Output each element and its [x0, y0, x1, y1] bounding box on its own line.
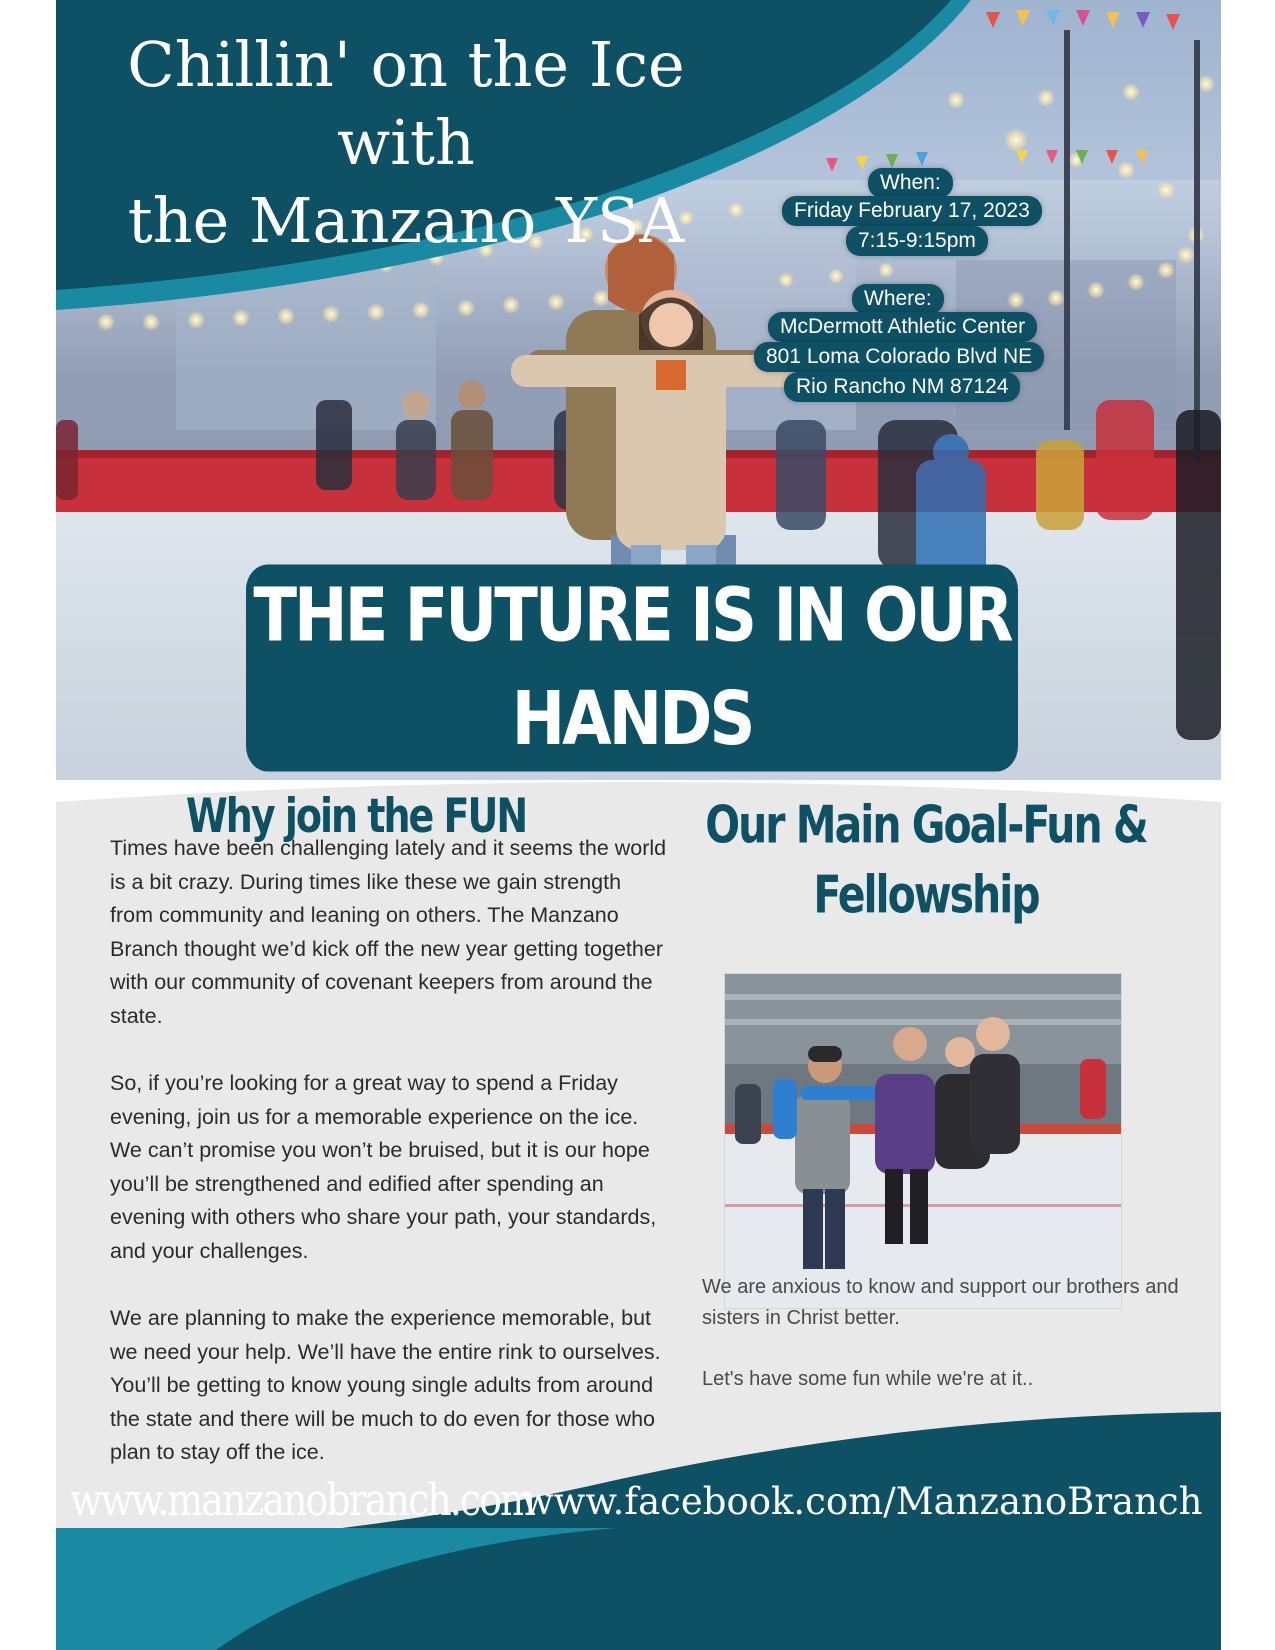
when-label: When: [868, 168, 953, 198]
where-label: Where: [852, 284, 944, 314]
main-goal-heading [666, 790, 1186, 930]
content-section [56, 780, 1221, 1650]
hero-section [56, 0, 1221, 780]
facebook-link[interactable]: www.facebook.com/ManzanoBranch [522, 1480, 1203, 1523]
main-goal-text-1: We are anxious to know and support our brothers and sisters in Christ better. [702, 1276, 1179, 1329]
event-street: 801 Loma Colorado Blvd NE [754, 342, 1044, 372]
title-line-1: Chillin' on the Ice with [127, 28, 685, 179]
title-line-2: the Manzano YSA [127, 184, 685, 257]
event-time: 7:15-9:15pm [846, 226, 988, 256]
skaters-photo [724, 973, 1122, 1309]
main-goal-heading-line-2: Fellowship [813, 865, 1039, 925]
why-join-paragraph-2: So, if you’re looking for a great way to spend a Friday evening, join us for a memorable experience on the ice. We can’t promise you won’t be bruised, but it is our hope you’ll be strengthened and edified after spending an evening with others who share your path, your standards, and your challenges. [110, 1071, 657, 1263]
why-join-paragraph-1: Times have been challenging lately and it seems the world is a bit crazy. During times like these we gain strength from community and leaning on others. The Manzano Branch thought we’d kick off the new year getting together with our community of covenant keepers from around the state. [110, 836, 667, 1028]
why-join-paragraph-3: We are planning to make the experience memorable, but we need your help. We’ll have the entire rink to ourselves. You’ll be getting to know young single adults from around the state and there will be much to do even for those who plan to stay off the ice. [110, 1306, 661, 1464]
website-link[interactable]: www.manzanobranch.com [70, 1474, 534, 1526]
event-date: Friday February 17, 2023 [782, 196, 1042, 226]
why-join-heading: Why join the FUN [185, 788, 527, 843]
page-title [56, 26, 756, 260]
event-city: Rio Rancho NM 87124 [784, 372, 1020, 402]
event-venue: McDermott Athletic Center [768, 312, 1037, 342]
tagline-banner: THE FUTURE IS IN OUR HANDS [246, 565, 1018, 772]
main-goal-text-2: Let's have some fun while we're at it.. [702, 1368, 1034, 1390]
skaters-photo-art [725, 974, 1121, 1308]
flyer [56, 0, 1221, 1650]
main-goal-heading-line-1: Our Main Goal-Fun & [705, 795, 1147, 855]
